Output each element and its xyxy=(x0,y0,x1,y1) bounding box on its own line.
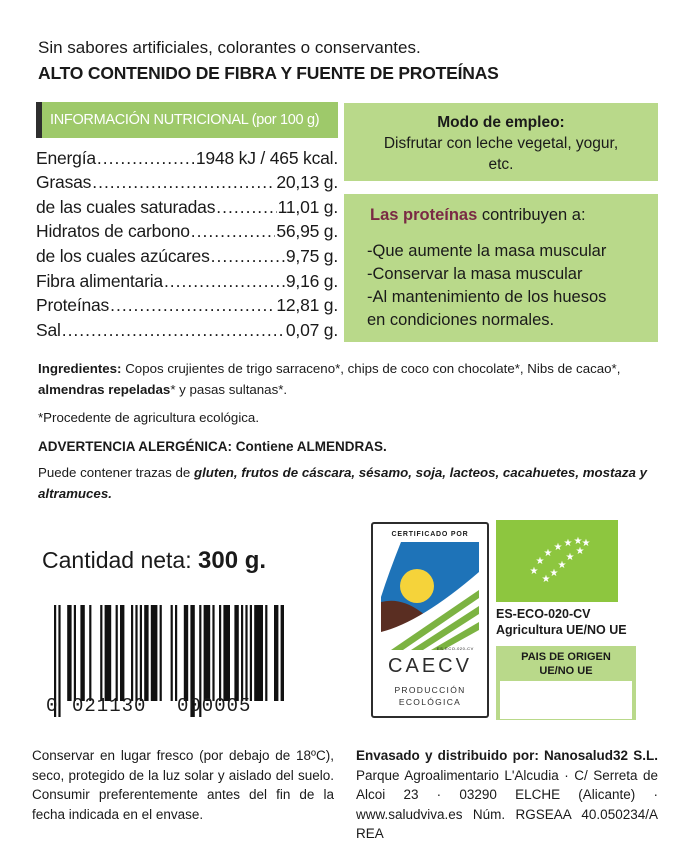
eu-leaf-star: ★ xyxy=(535,556,545,567)
nutrition-value: 11,01 g. xyxy=(277,196,338,217)
nutrition-label: de los cuales azúcares xyxy=(36,245,210,266)
nutrition-label: Hidratos de carbono xyxy=(36,221,190,242)
origin-label-line: UE/NO UE xyxy=(539,665,593,677)
net-quantity-value: 300 g. xyxy=(198,547,267,574)
barcode-bar xyxy=(204,605,211,701)
dot-leader xyxy=(92,170,275,194)
barcode-bar xyxy=(135,605,137,701)
eu-organic-leaf-icon xyxy=(496,520,618,602)
nutrition-row-fat xyxy=(36,170,338,195)
protein-intro-rest: contribuyen a: xyxy=(477,206,586,224)
barcode-bar xyxy=(140,605,142,701)
origin-label-line: PAIS DE ORIGEN xyxy=(521,651,611,663)
nutrition-label: Energía xyxy=(36,147,96,168)
ingredients-allergen-item: almendras repeladas xyxy=(38,382,171,397)
usage-line: etc. xyxy=(488,156,514,173)
eu-leaf-star: ★ xyxy=(575,546,585,557)
allergen-traces xyxy=(38,462,660,504)
eu-organic-origin: Agricultura UE/NO UE xyxy=(496,623,627,637)
net-quantity xyxy=(42,545,266,576)
protein-claim: en condiciones normales. xyxy=(367,311,555,329)
caecv-production-label xyxy=(373,684,487,708)
usage-line: Disfrutar con leche vegetal, yogur, xyxy=(383,135,619,152)
dot-leader xyxy=(97,146,195,170)
caecv-name: CAECV xyxy=(388,655,472,677)
barcode-bar xyxy=(120,605,124,701)
dot-leader xyxy=(211,244,285,268)
nutrition-row-energy xyxy=(36,145,338,170)
eu-leaf-star: ★ xyxy=(573,536,583,547)
ingredients-label: Ingredientes: xyxy=(38,361,122,376)
barcode-bar xyxy=(116,605,118,701)
barcode-bar xyxy=(160,605,162,701)
protein-claim: -Conservar la masa muscular xyxy=(367,265,583,283)
caecv-certified-label: CERTIFICADO POR xyxy=(391,531,469,538)
barcode-bar xyxy=(250,605,252,701)
barcode-bar xyxy=(281,605,284,701)
eu-organic-code: ES-ECO-020-CV xyxy=(496,607,591,621)
nutrition-row-saturated xyxy=(36,194,338,219)
ingredients-part1: Copos crujientes de trigo sarraceno*, chips de coco con chocolate*, Nibs de cacao*, xyxy=(121,361,621,376)
barcode-bar xyxy=(105,605,112,701)
nutrition-table xyxy=(36,145,338,342)
barcode-bar xyxy=(80,605,84,701)
traces-list: gluten, frutos de cáscara, sésamo, soja, lacteos, cacahuetes, mostaza y altramuces. xyxy=(38,465,648,501)
dot-leader xyxy=(62,318,285,342)
traces-prefix: Puede contener trazas de xyxy=(38,465,194,480)
distributor-info xyxy=(356,746,658,844)
headline-claim: ALTO CONTENIDO DE FIBRA Y FUENTE DE PROTEÍNAS xyxy=(38,63,499,83)
nutrition-row-fiber xyxy=(36,268,338,293)
barcode-digit-group-right: 000005 xyxy=(177,695,252,717)
barcode-bar xyxy=(144,605,148,701)
nutrition-row-salt xyxy=(36,317,338,342)
barcode-bar xyxy=(241,605,243,701)
caecv-prod-line: PRODUCCIÓN xyxy=(394,685,466,695)
protein-claims-list xyxy=(367,240,658,332)
nutrition-value: 1948 kJ / 465 kcal. xyxy=(195,147,338,168)
dot-leader xyxy=(110,293,275,317)
nutrition-value: 20,13 g. xyxy=(276,172,338,193)
barcode-bar xyxy=(219,605,221,701)
barcode-bar xyxy=(212,605,214,701)
nutrition-value: 9,16 g. xyxy=(285,270,338,291)
caecv-small-code: ES-ECO-020-CV xyxy=(437,646,474,651)
barcode-bar xyxy=(265,605,267,701)
ingredients-part2: * y pasas sultanas*. xyxy=(170,382,288,397)
nutrition-value: 0,07 g. xyxy=(285,319,338,340)
eu-leaf-star: ★ xyxy=(541,574,551,585)
eu-leaf-star: ★ xyxy=(529,566,539,577)
eu-leaf-star: ★ xyxy=(565,552,575,563)
barcode-bar xyxy=(184,605,188,701)
eu-leaf-star: ★ xyxy=(581,538,591,549)
barcode-bar xyxy=(131,605,133,701)
allergen-warning-title: ADVERTENCIA ALERGÉNICA: Contiene ALMENDRAS. xyxy=(38,439,387,454)
nutrition-row-carbs xyxy=(36,219,338,244)
nutrition-row-protein xyxy=(36,293,338,318)
caecv-emblem-icon xyxy=(381,542,479,654)
eu-leaf-star: ★ xyxy=(549,568,559,579)
dot-leader xyxy=(191,219,276,243)
barcode-bar xyxy=(234,605,238,701)
usage-box xyxy=(344,103,658,181)
barcode-digit-first: 0 xyxy=(46,695,58,717)
eu-leaf-star: ★ xyxy=(553,542,563,553)
origin-blank-field xyxy=(500,681,632,719)
dot-leader xyxy=(216,195,276,219)
nutrition-value: 56,95 g. xyxy=(276,221,338,242)
distributor-address: Parque Agroalimentario L'Alcudia · C/ Serreta de Alcoi 23 · 03290 ELCHE (Alicante) · www.saludviva.es Núm. RGSEAA 40.050234/A REA xyxy=(356,767,658,841)
barcode-bar xyxy=(175,605,177,701)
country-of-origin-box xyxy=(496,646,636,720)
nutrition-header: INFORMACIÓN NUTRICIONAL (por 100 g) xyxy=(36,102,338,138)
protein-claims-box xyxy=(344,194,658,342)
eu-leaf-star: ★ xyxy=(563,538,573,549)
protein-claim: -Que aumente la masa muscular xyxy=(367,242,607,260)
nutrition-label: Proteínas xyxy=(36,295,110,316)
intro-claim: Sin sabores artificiales, colorantes o conservantes. xyxy=(38,38,421,57)
barcode-bar xyxy=(58,605,60,717)
distributor-label: Envasado y distribuido por: Nanosalud32 S.L. xyxy=(356,748,658,763)
nutrition-label: Fibra alimentaria xyxy=(36,270,163,291)
barcode-digit-group-left: 021130 xyxy=(72,695,147,717)
net-quantity-label: Cantidad neta: xyxy=(42,547,199,573)
barcode-bar xyxy=(223,605,230,701)
nutrition-label: Sal xyxy=(36,319,61,340)
barcode-bar xyxy=(245,605,247,701)
origin-label xyxy=(500,650,632,678)
barcode-bar xyxy=(171,605,173,701)
dot-leader xyxy=(164,269,285,293)
protein-intro xyxy=(370,204,658,227)
eco-note: *Procedente de agricultura ecológica. xyxy=(38,410,260,425)
nutrition-row-sugars xyxy=(36,243,338,268)
eu-leaf-star: ★ xyxy=(557,560,567,571)
caecv-certification-logo xyxy=(371,522,489,718)
storage-instructions: Conservar en lugar fresco (por debajo de 18ºC), seco, protegido de la luz solar y aislado del suelo. Consumir preferentemente antes del fin de la fecha indicada en el envase. xyxy=(32,748,334,822)
eu-leaf-star: ★ xyxy=(543,548,553,559)
nutrition-label: de las cuales saturadas xyxy=(36,196,216,217)
barcode-bar xyxy=(254,605,263,701)
nutrition-value: 9,75 g. xyxy=(285,245,338,266)
protein-highlight: Las proteínas xyxy=(370,206,478,224)
caecv-prod-line: ECOLÓGICA xyxy=(398,697,462,707)
barcode-bar xyxy=(67,605,71,701)
barcode-bar xyxy=(89,605,91,701)
usage-title: Modo de empleo: xyxy=(437,114,565,131)
barcode-bar xyxy=(100,605,102,701)
nutrition-label: Grasas xyxy=(36,172,92,193)
ingredients-text xyxy=(38,358,662,400)
protein-claim: -Al mantenimiento de los huesos xyxy=(367,288,607,306)
barcode-bar xyxy=(151,605,158,701)
barcode-bar xyxy=(74,605,76,701)
nutrition-value: 12,81 g. xyxy=(276,295,338,316)
barcode-bar xyxy=(274,605,278,701)
